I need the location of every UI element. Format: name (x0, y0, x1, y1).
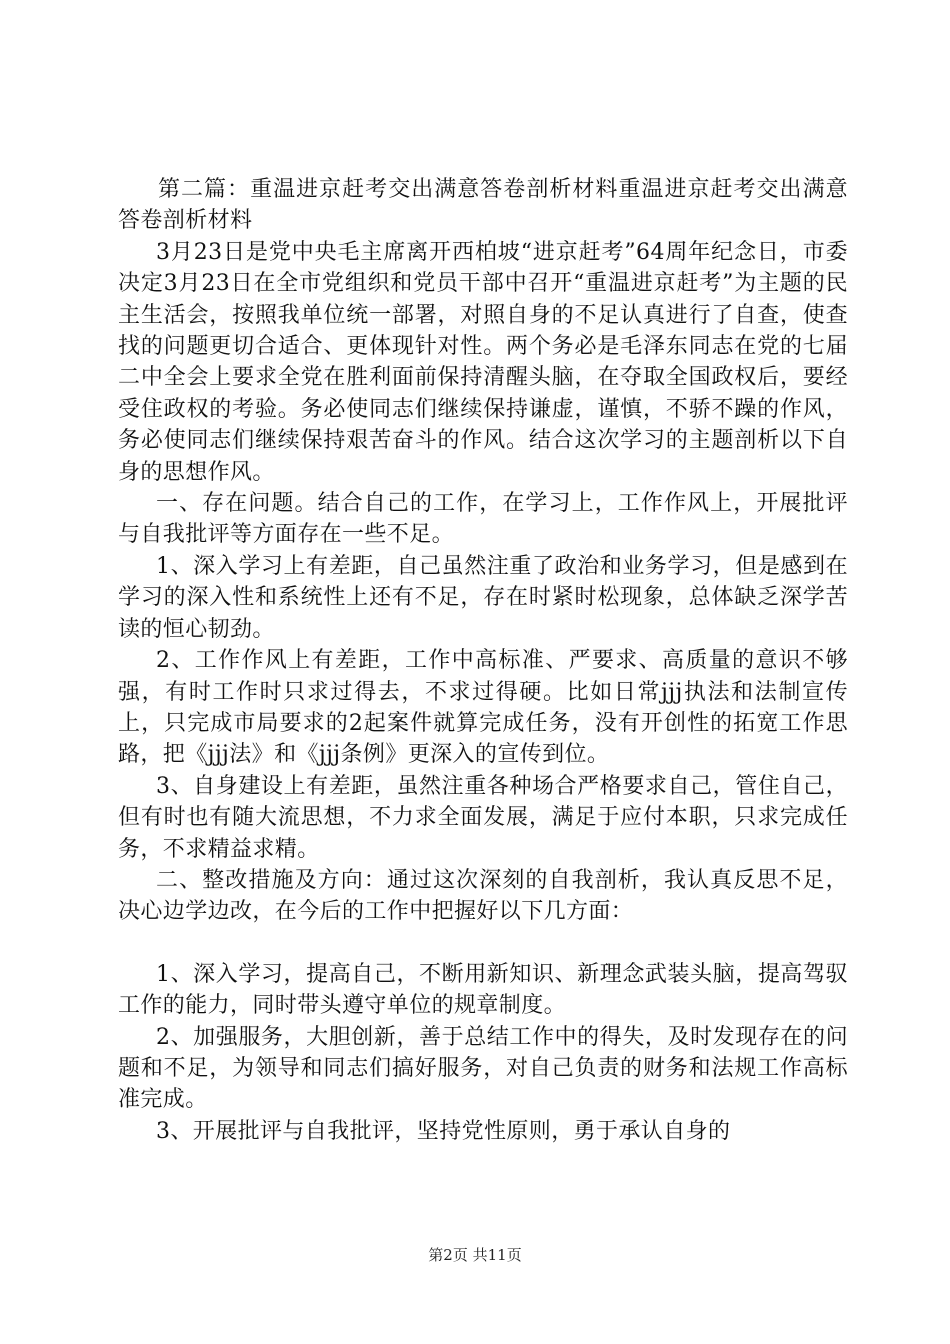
paragraph: 1、深入学习上有差距，自己虽然注重了政治和业务学习，但是感到在学习的深入性和系统性上还有不足，存在时紧时松现象，总体缺乏深学苦读的恒心韧劲。 (118, 553, 848, 642)
paragraph: 1、深入学习，提高自己，不断用新知识、新理念武装头脑，提高驾驭工作的能力，同时带头遵守单位的规章制度。 (118, 961, 848, 1019)
paragraph: 2、工作作风上有差距，工作中高标准、严要求、高质量的意识不够强，有时工作时只求过得去，不求过得硬。比如日常jjj执法和法制宣传上，只完成市局要求的2起案件就算完成任务，没有开创性的拓宽工作思路，把《jjj法》和《jjj条例》更深入的宣传到位。 (118, 648, 848, 768)
paragraph: 一、存在问题。结合自己的工作，在学习上，工作作风上，开展批评与自我批评等方面存在一些不足。 (118, 491, 848, 548)
paragraph: 二、整改措施及方向：通过这次深刻的自我剖析，我认真反思不足，决心边学边改，在今后的工作中把握好以下几方面： (118, 867, 848, 925)
page-number-footer: 第2页 共11页 (428, 1246, 522, 1264)
section-title: 第二篇：重温进京赶考交出满意答卷剖析材料重温进京赶考交出满意答卷剖析材料 (118, 177, 848, 234)
paragraph: 3月23日是党中央毛主席离开西柏坡“进京赶考”64周年纪念日，市委决定3月23日在全市党组织和党员干部中召开“重温进京赶考”为主题的民主生活会，按照我单位统一部署，对照自身的不足认真进行了自查，使查找的问题更切合适合、更体现针对性。两个务必是毛泽东同志在党的七届二中全会上要求全党在胜利面前保持清醒头脑，在夺取全国政权后，要经受住政权的考验。务必使同志们继续保持谦虚，谨慎，不骄不躁的作风，务必使同志们继续保持艰苦奋斗的作风。结合这次学习的主题剖析以下自身的思想作风。 (118, 239, 848, 485)
paragraph: 2、加强服务，大胆创新，善于总结工作中的得失，及时发现存在的问题和不足，为领导和同志们搞好服务，对自己负责的财务和法规工作高标准完成。 (118, 1024, 848, 1113)
paragraph: 3、开展批评与自我批评，坚持党性原则，勇于承认自身的 (156, 1118, 731, 1144)
paragraph: 3、自身建设上有差距，虽然注重各种场合严格要求自己，管住自己，但有时也有随大流思想，不力求全面发展，满足于应付本职，只求完成任务，不求精益求精。 (118, 773, 848, 862)
blank-line (118, 928, 848, 959)
document-body (118, 174, 848, 1147)
